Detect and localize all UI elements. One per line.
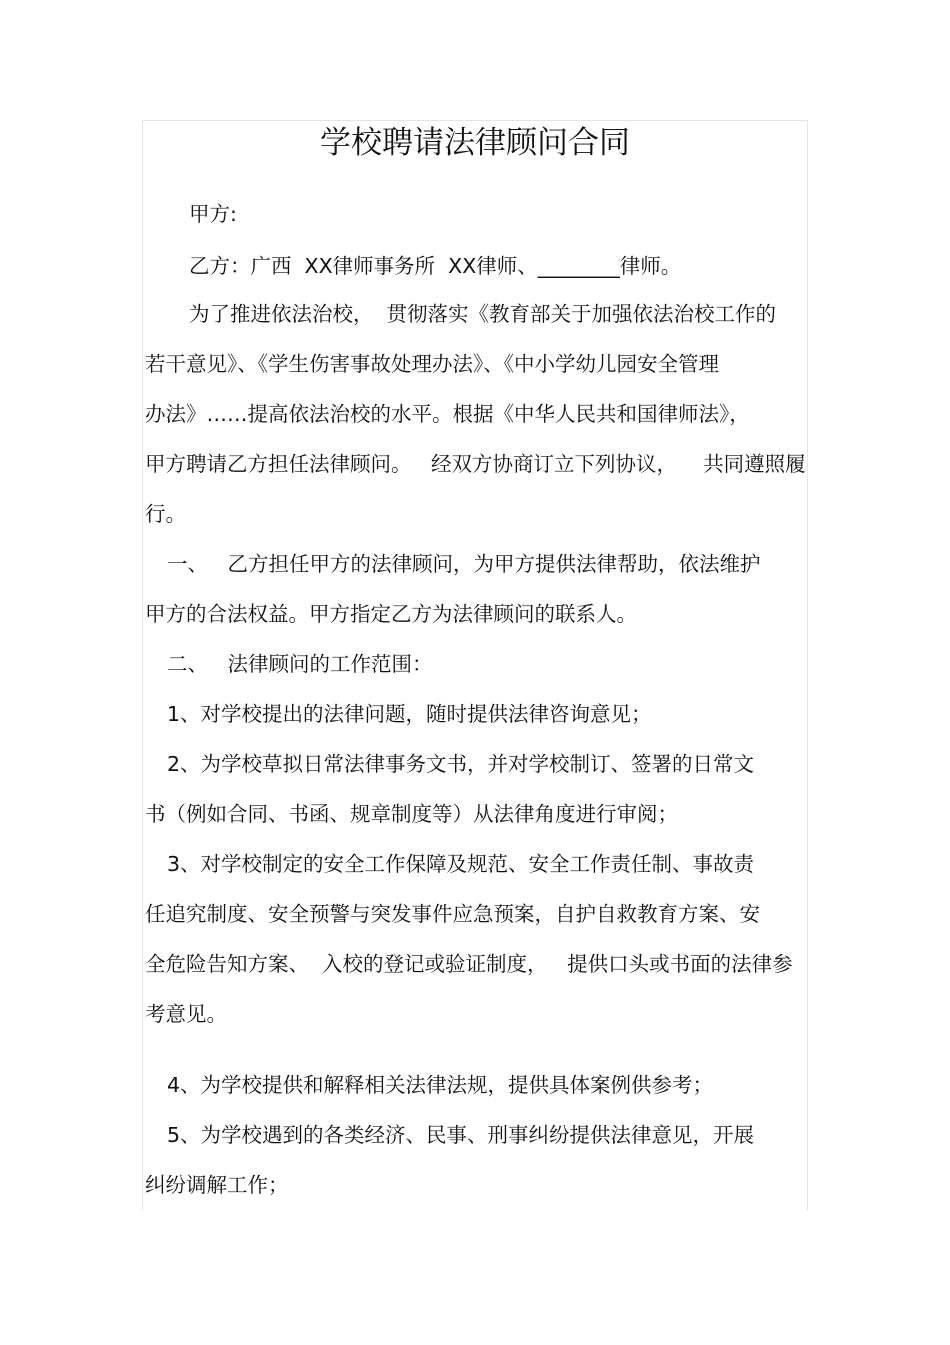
item-3-line-1: 3、对学校制定的安全工作保障及规范、安全工作责任制、事故责 bbox=[167, 852, 755, 876]
party-a-line: 甲方: bbox=[189, 202, 237, 226]
clause-1-line-1: 一、 乙方担任甲方的法律顾问，为甲方提供法律帮助，依法维护 bbox=[167, 552, 761, 576]
item-3-line-3: 全危险告知方案、 入校的登记或验证制度， 提供口头或书面的法律参 bbox=[145, 952, 793, 976]
clause-2-heading: 二、 法律顾问的工作范围： bbox=[167, 652, 433, 676]
party-b-line: 乙方：广西 XX律师事务所 XX律师、________律师。 bbox=[189, 254, 682, 278]
preamble-line-2: 若干意见》、《学生伤害事故处理办法》、《中小学幼儿园安全管理 bbox=[145, 352, 719, 376]
item-3-line-2: 任追究制度、安全预警与突发事件应急预案，自护自救教育方案、安 bbox=[145, 902, 760, 926]
document-title: 学校聘请法律顾问合同 bbox=[320, 125, 630, 161]
item-2-line-2: 书（例如合同、书函、规章制度等）从法律角度进行审阅； bbox=[145, 802, 678, 826]
preamble-line-3: 办法》……提高依法治校的水平。根据《中华人民共和国律师法》， bbox=[145, 402, 750, 426]
item-2-line-1: 2、为学校草拟日常法律事务文书，并对学校制订、签署的日常文 bbox=[167, 752, 755, 776]
item-5-line-1: 5、为学校遇到的各类经济、民事、刑事纠纷提供法律意见，开展 bbox=[167, 1123, 755, 1147]
preamble-line-4: 甲方聘请乙方担任法律顾问。 经双方协商订立下列协议， 共同遵照履 bbox=[145, 452, 806, 476]
item-5-line-2: 纠纷调解工作； bbox=[145, 1173, 289, 1197]
preamble-line-5: 行。 bbox=[145, 502, 186, 526]
item-1-line-1: 1、对学校提出的法律问题，随时提供法律咨询意见； bbox=[167, 702, 652, 726]
preamble-line-1: 为了推进依法治校， 贯彻落实《教育部关于加强依法治校工作的 bbox=[189, 302, 777, 326]
item-4-line-1: 4、为学校提供和解释相关法律法规，提供具体案例供参考； bbox=[167, 1073, 714, 1097]
clause-1-line-2: 甲方的合法权益。甲方指定乙方为法律顾问的联系人。 bbox=[145, 602, 637, 626]
item-3-line-4: 考意见。 bbox=[145, 1002, 227, 1026]
